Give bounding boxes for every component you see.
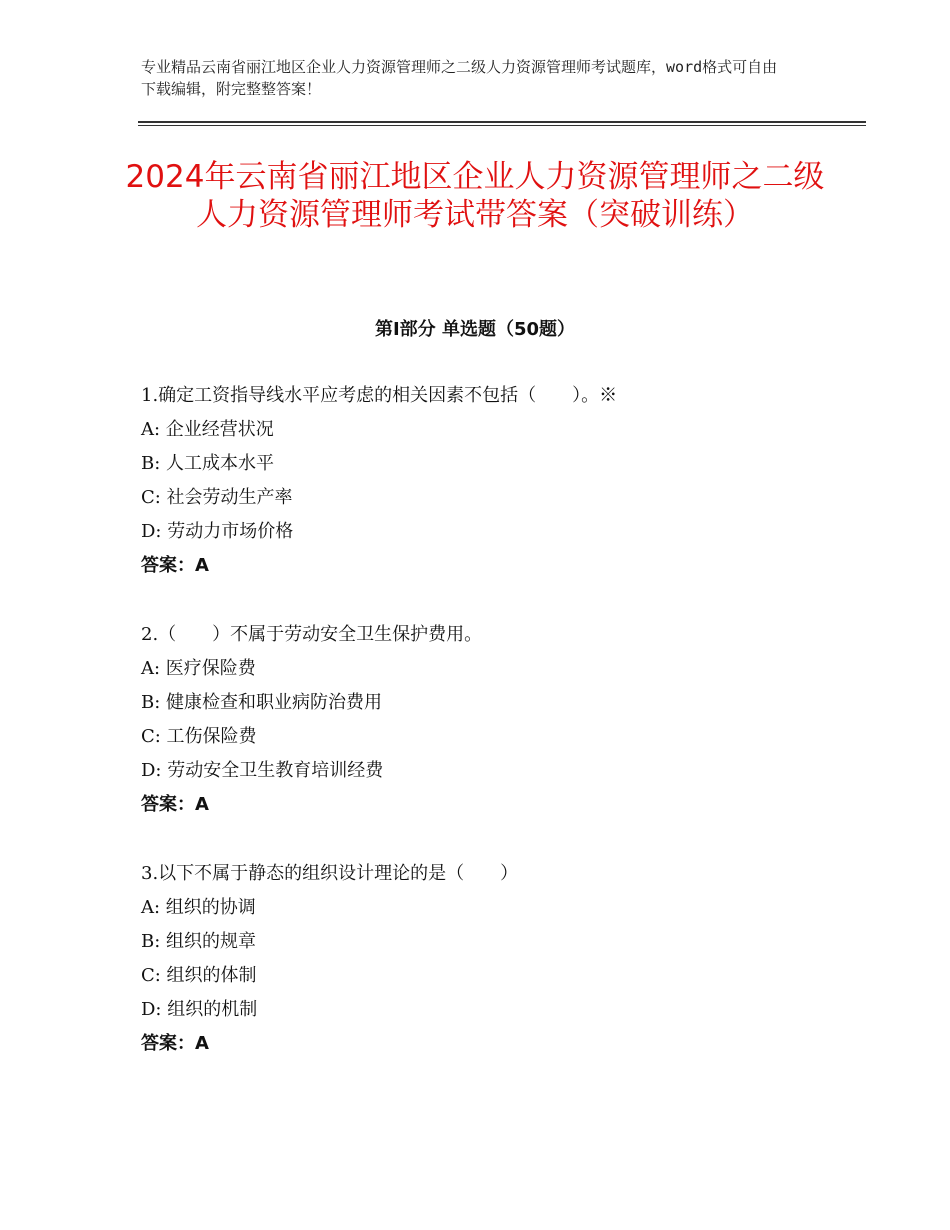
option-a: A: 组织的协调 bbox=[141, 897, 256, 918]
option-d: D: 组织的机制 bbox=[141, 999, 258, 1020]
header-rule-thin bbox=[138, 125, 866, 126]
option-c: C: 组织的体制 bbox=[141, 965, 257, 986]
header-note: 专业精品云南省丽江地区企业人力资源管理师之二级人力资源管理师考试题库，word格式可自由下载编辑，附完整整答案！ bbox=[141, 58, 778, 98]
question-stem: 3.以下不属于静态的组织设计理论的是（ ） bbox=[141, 863, 519, 884]
question-2 bbox=[141, 618, 861, 822]
answer: 答案：A bbox=[141, 1033, 209, 1054]
answer: 答案：A bbox=[141, 555, 209, 576]
document-title: 2024年云南省丽江地区企业人力资源管理师之二级人力资源管理师考试带答案（突破训练） bbox=[125, 159, 825, 233]
option-b: B: 人工成本水平 bbox=[141, 453, 275, 474]
header-rule-thick bbox=[138, 121, 866, 123]
option-d: D: 劳动力市场价格 bbox=[141, 521, 294, 542]
option-b: B: 组织的规章 bbox=[141, 931, 257, 952]
option-b: B: 健康检查和职业病防治费用 bbox=[141, 692, 383, 713]
question-3 bbox=[141, 857, 861, 1061]
question-1 bbox=[141, 379, 861, 583]
option-a: A: 企业经营状况 bbox=[141, 419, 274, 440]
option-d: D: 劳动安全卫生教育培训经费 bbox=[141, 760, 384, 781]
section-heading: 第Ⅰ部分 单选题（50题） bbox=[374, 319, 575, 340]
question-stem: 2.（ ）不属于劳动安全卫生保护费用。 bbox=[141, 624, 483, 645]
option-a: A: 医疗保险费 bbox=[141, 658, 256, 679]
option-c: C: 社会劳动生产率 bbox=[141, 487, 293, 508]
answer: 答案：A bbox=[141, 794, 209, 815]
question-stem: 1.确定工资指导线水平应考虑的相关因素不包括（ ）。※ bbox=[141, 385, 618, 406]
option-c: C: 工伤保险费 bbox=[141, 726, 257, 747]
